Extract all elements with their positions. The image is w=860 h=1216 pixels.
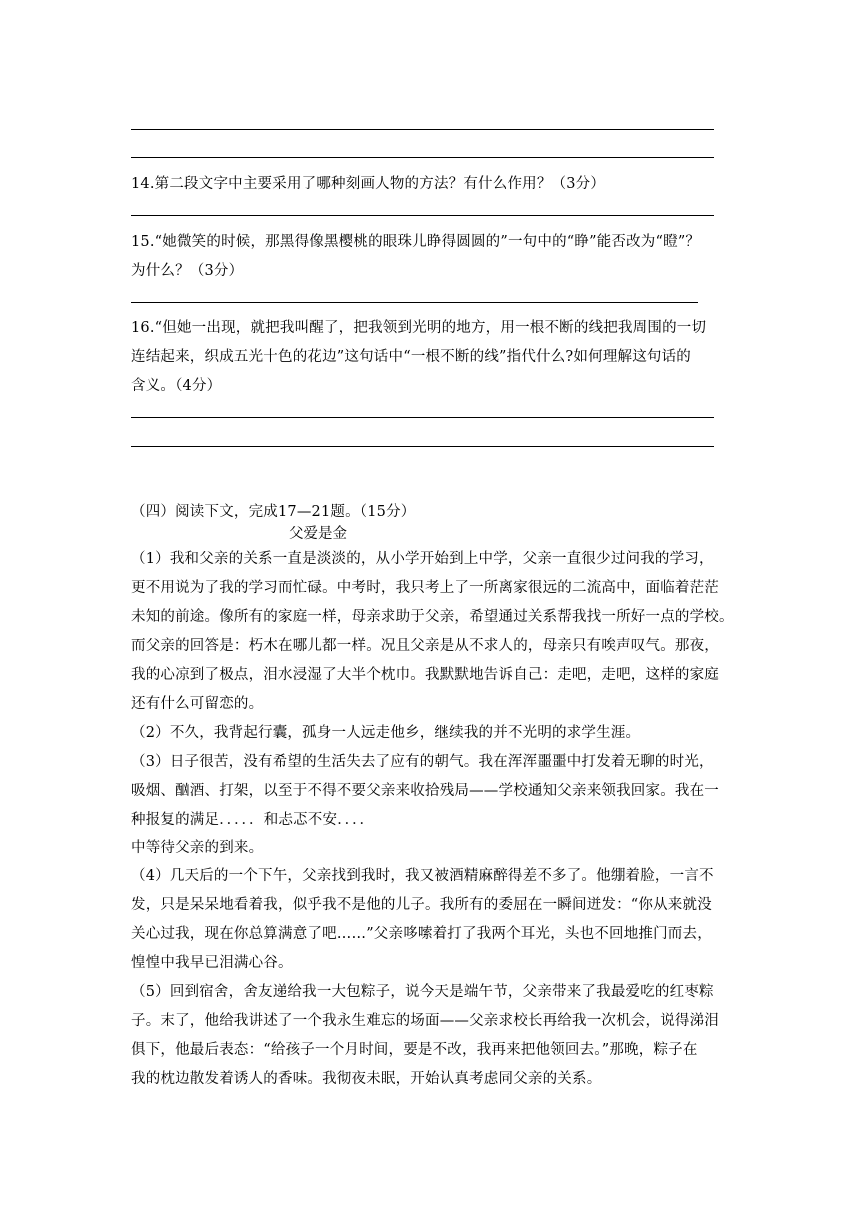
- article-title: 父爱是金: [289, 526, 347, 542]
- answer-line: [131, 446, 714, 447]
- paragraph-3-line: （3）日子很苦，没有希望的生活失去了应有的朝气。我在浑浑噩噩中打发着无聊的时光，: [131, 754, 714, 770]
- question-15-line-1: 15.“她微笑的时候，那黑得像黑樱桃的眼珠儿睁得圆圆的”一句中的“睁”能否改为“瞪”？: [131, 234, 701, 250]
- paragraph-5-line: （5）回到宿舍，舍友递给我一大包粽子，说今天是端午节，父亲带来了我最爱吃的红枣粽: [131, 984, 714, 1000]
- answer-line: [131, 417, 714, 418]
- paragraph-4-line: 关心过我，现在你总算满意了吧……”父亲哆嗦着打了我两个耳光，头也不回地推门而去，: [131, 926, 712, 942]
- paragraph-1-line: 还有什么可留恋的。: [131, 696, 264, 712]
- section-heading: （四）阅读下文，完成17—21题。（15分）: [131, 504, 416, 520]
- paragraph-3-line: 吸烟、酗酒、打架，以至于不得不要父亲来收拾残局——学校通知父亲来领我回家。我在一: [131, 783, 719, 799]
- answer-line: [131, 129, 714, 130]
- question-16-line-3: 含义。（4分）: [131, 378, 222, 394]
- paragraph-1-line: 而父亲的回答是：朽木在哪儿都一样。况且父亲是从不求人的，母亲只有唉声叹气。那夜，: [131, 638, 719, 654]
- question-16-line-1: 16.“但她一出现，就把我叫醒了，把我领到光明的地方，用一根不断的线把我周围的一切: [131, 320, 707, 336]
- answer-line: [131, 215, 714, 216]
- paragraph-5-line: 子。末了，他给我讲述了一个我永生难忘的场面——父亲求校长再给我一次机会，说得涕泪: [131, 1013, 719, 1029]
- answer-line: [131, 302, 698, 303]
- paragraph-1-line: 更不用说为了我的学习而忙碌。中考时，我只考上了一所离家很远的二流高中，面临着茫茫: [131, 580, 719, 596]
- paragraph-2-line: （2）不久，我背起行囊，孤身一人远走他乡，继续我的并不光明的求学生涯。: [131, 725, 641, 741]
- paragraph-1-line: 我的心凉到了极点，泪水浸湿了大半个枕巾。我默默地告诉自己：走吧，走吧，这样的家庭: [131, 667, 719, 683]
- paragraph-3-line: 种报复的满足．．．．．和忐忑不安．．．．: [131, 812, 375, 828]
- paragraph-3-line: 中等待父亲的到来。: [131, 840, 264, 856]
- question-16-line-2: 连结起来，织成五光十色的花边”这句话中“一根不断的线”指代什么?如何理解这句话的: [131, 349, 692, 365]
- paragraph-5-line: 我的枕边散发着诱人的香味。我彻夜未眠，开始认真考虑同父亲的关系。: [131, 1071, 602, 1087]
- question-14: 14.第二段文字中主要采用了哪种刻画人物的方法？有什么作用？（3分）: [131, 176, 606, 192]
- paragraph-4-line: （4）几天后的一个下午，父亲找到我时，我又被酒精麻醉得差不多了。他绷着脸，一言不: [131, 868, 714, 884]
- paragraph-1-line: 未知的前途。像所有的家庭一样，母亲求助于父亲，希望通过关系帮我找一所好一点的学校。: [131, 609, 734, 625]
- paragraph-4-line: 惶惶中我早已泪满心谷。: [131, 955, 293, 971]
- paragraph-5-line: 俱下，他最后表态：“给孩子一个月时间，要是不改，我再来把他领回去。”那晚，粽子在: [131, 1042, 698, 1058]
- question-15-line-2: 为什么？（3分）: [131, 263, 244, 279]
- answer-line: [131, 157, 714, 158]
- paragraph-4-line: 发，只是呆呆地看着我，似乎我不是他的儿子。我所有的委屈在一瞬间迸发：“你从来就没: [131, 897, 712, 913]
- paragraph-1-line: （1）我和父亲的关系一直是淡淡的，从小学开始到上中学，父亲一直很少过问我的学习，: [131, 551, 714, 567]
